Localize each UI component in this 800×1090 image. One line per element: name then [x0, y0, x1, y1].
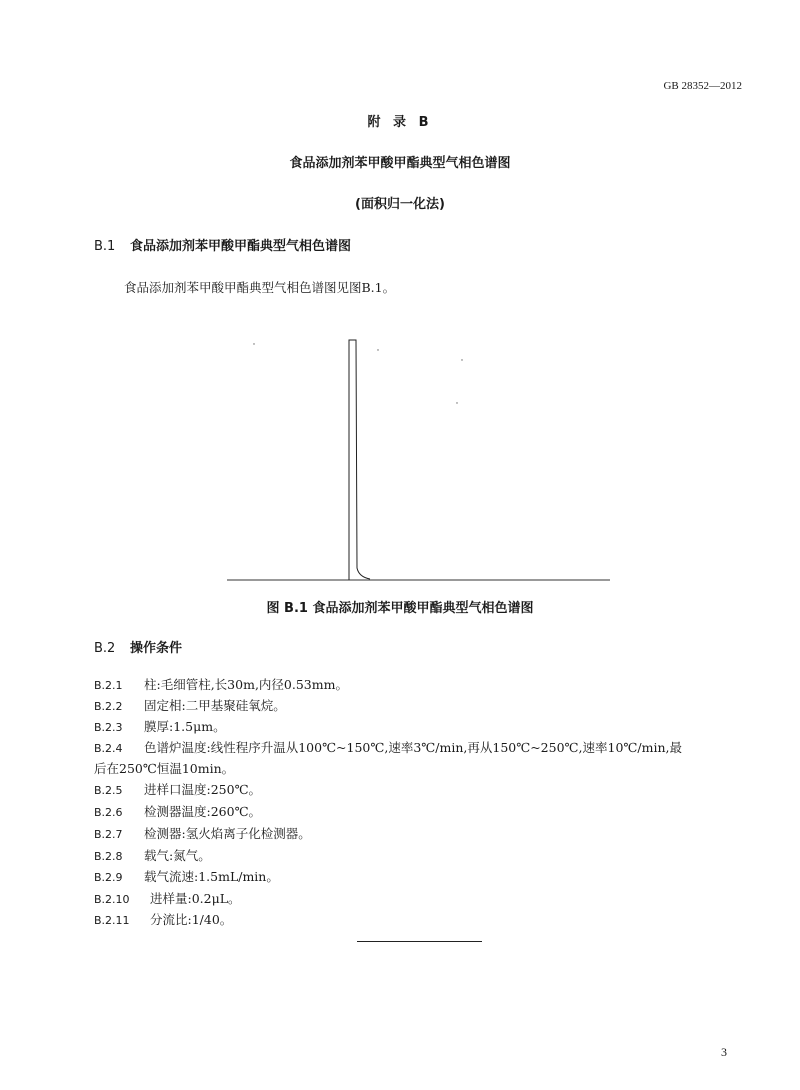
appendix-label: 附 录 B [367, 115, 433, 130]
appendix-title: 食品添加剂苯甲酸甲酯典型气相色谱图 [289, 156, 511, 171]
condition-item: B.2.3 膜厚:1.5μm。 [94, 719, 226, 734]
condition-item: B.2.4 色谱炉温度:线性程序升温从100℃~150℃,速率3℃/min,再从150℃~250℃,速率10℃/min,最 [94, 740, 682, 755]
section-b1-text: 食品添加剂苯甲酸甲酯典型气相色谱图见图B.1。 [124, 280, 396, 295]
condition-item: B.2.11 分流比:1/40。 [94, 912, 233, 927]
condition-item: B.2.8 载气:氮气。 [94, 848, 211, 863]
page-number: 3 [721, 1045, 727, 1059]
condition-item: B.2.2 固定相:二甲基聚硅氧烷。 [94, 698, 286, 713]
appendix-subtitle: (面积归一化法) [355, 197, 445, 212]
condition-item: B.2.7 检测器:氢火焰离子化检测器。 [94, 826, 311, 841]
condition-item-continued: 后在250℃恒温10min。 [94, 761, 235, 776]
section-b2-title: 操作条件 [130, 641, 183, 656]
condition-item: B.2.6 检测器温度:260℃。 [94, 804, 262, 819]
speck [456, 402, 457, 403]
figure-caption: 图 B.1 食品添加剂苯甲酸甲酯典型气相色谱图 [266, 601, 534, 616]
condition-item: B.2.9 载气流速:1.5mL/min。 [94, 869, 279, 884]
standard-number: GB 28352—2012 [663, 80, 742, 92]
speck [461, 359, 462, 360]
end-rule [357, 941, 482, 942]
condition-item: B.2.5 进样口温度:250℃。 [94, 782, 262, 797]
speck [253, 343, 254, 344]
section-b1-number: B.1 [94, 239, 116, 254]
condition-item: B.2.1 柱:毛细管柱,长30m,内径0.53mm。 [94, 677, 348, 692]
section-b1-heading [94, 235, 351, 254]
chromatogram-figure [220, 330, 620, 585]
speck [377, 349, 378, 350]
section-b2-heading [94, 637, 182, 656]
section-b1-title: 食品添加剂苯甲酸甲酯典型气相色谱图 [130, 239, 352, 254]
section-b2-number: B.2 [94, 641, 116, 656]
condition-item: B.2.10 进样量:0.2μL。 [94, 891, 241, 906]
chromatogram-peak [349, 340, 370, 580]
